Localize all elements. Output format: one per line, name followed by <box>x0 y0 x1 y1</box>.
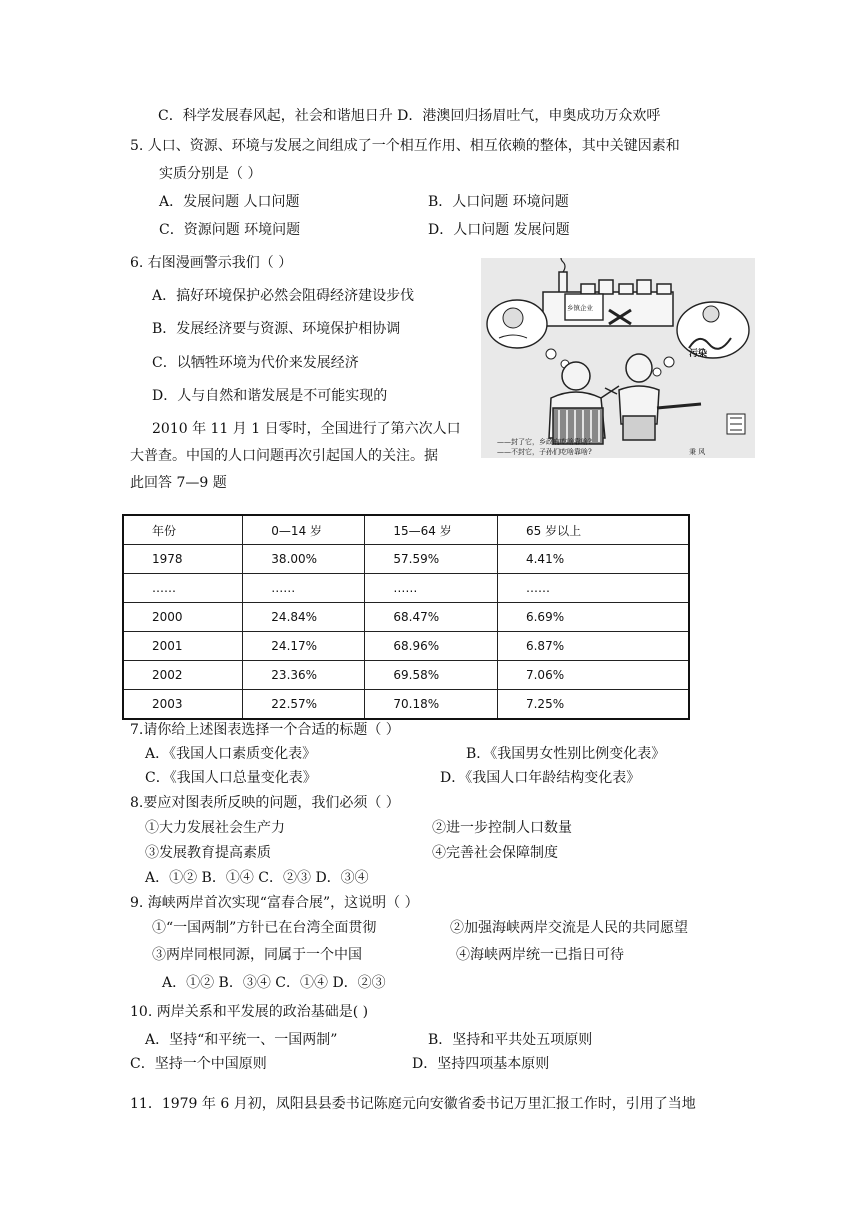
q6-option-d: D．人与自然和谐发展是不可能实现的 <box>152 388 388 404</box>
table-header-cell: 0—14 岁 <box>243 515 365 545</box>
table-cell: 2000 <box>123 603 243 632</box>
q8-choice-2: ②进一步控制人口数量 <box>432 820 572 836</box>
table-cell: 6.69% <box>497 603 689 632</box>
table-cell: 22.57% <box>243 690 365 720</box>
cartoon-author: 秉 风 <box>689 448 706 456</box>
q9-options: A．①② B．③④ C．①④ D．②③ <box>162 975 386 991</box>
q6-option-c: C．以牺牲环境为代价来发展经济 <box>152 355 359 371</box>
table-cell: 38.00% <box>243 545 365 574</box>
table-row <box>123 545 689 574</box>
q5-option-d: D．人口问题 发展问题 <box>428 222 570 238</box>
q8-choice-4: ④完善社会保障制度 <box>432 845 558 861</box>
table-cell: 6.87% <box>497 632 689 661</box>
table-cell: 69.58% <box>365 661 498 690</box>
table-cell: …… <box>497 574 689 603</box>
q9-choice-2: ②加强海峡两岸交流是人民的共同愿望 <box>450 920 688 936</box>
table-header-cell: 65 岁以上 <box>497 515 689 545</box>
q5-option-a: A．发展问题 人口问题 <box>159 194 300 210</box>
table-cell: 7.06% <box>497 661 689 690</box>
cartoon-pollution-label: 污染 <box>689 349 708 359</box>
table-cell: …… <box>365 574 498 603</box>
q4-options-c-d: C．科学发展春风起，社会和谐旭日升 D．港澳回归扬眉吐气，申奥成功万众欢呼 <box>158 108 661 124</box>
passage-line1: 2010 年 11 月 1 日零时，全国进行了第六次人口 <box>152 421 461 437</box>
passage-line3: 此回答 7—9 题 <box>130 475 227 491</box>
q8-stem: 8.要应对图表所反映的问题，我们必须（ ） <box>130 795 400 811</box>
table-cell: 68.96% <box>365 632 498 661</box>
q7-option-a: A．《我国人口素质变化表》 <box>145 746 317 762</box>
table-row <box>123 632 689 661</box>
q8-options: A．①② B．①④ C．②③ D．③④ <box>145 870 369 886</box>
q5-stem-line1: 5. 人口、资源、环境与发展之间组成了一个相互作用、相互依赖的整体，其中关键因素和 <box>130 138 680 154</box>
table-header-cell: 15—64 岁 <box>365 515 498 545</box>
environment-cartoon <box>481 258 755 458</box>
table-cell: 1978 <box>123 545 243 574</box>
table-cell: …… <box>243 574 365 603</box>
cartoon-caption-1: ——封了它，乡政府吃啥靠啥? <box>497 438 592 446</box>
table-cell: 57.59% <box>365 545 498 574</box>
q7-stem: 7.请你给上述图表选择一个合适的标题（ ） <box>130 722 400 738</box>
table-cell: 68.47% <box>365 603 498 632</box>
table-cell: 7.25% <box>497 690 689 720</box>
table-cell: 23.36% <box>243 661 365 690</box>
q9-choice-4: ④海峡两岸统一已指日可待 <box>456 947 624 963</box>
table-cell: 2002 <box>123 661 243 690</box>
cartoon-caption-2: ——不封它，子孙们吃啥靠啥? <box>497 448 592 456</box>
q7-option-d: D．《我国人口年龄结构变化表》 <box>440 770 641 786</box>
q9-choice-3: ③两岸同根同源，同属于一个中国 <box>152 947 362 963</box>
table-row <box>123 661 689 690</box>
q8-choice-1: ①大力发展社会生产力 <box>145 820 285 836</box>
table-cell: 24.17% <box>243 632 365 661</box>
q9-stem: 9. 海峡两岸首次实现“富春合展”，这说明（ ） <box>130 895 419 911</box>
q6-option-b: B．发展经济要与资源、环境保护相协调 <box>152 321 401 337</box>
table-cell: 4.41% <box>497 545 689 574</box>
q10-option-c: C．坚持一个中国原则 <box>130 1056 267 1072</box>
q5-stem-line2: 实质分别是（ ） <box>159 166 262 182</box>
q10-option-a: A．坚持“和平统一、一国两制” <box>145 1032 338 1048</box>
table-row <box>123 603 689 632</box>
q6-option-a: A．搞好环境保护必然会阻碍经济建设步伐 <box>152 288 415 304</box>
q11-stem: 11．1979 年 6 月初，凤阳县县委书记陈庭元向安徽省委书记万里汇报工作时，引用了当地 <box>130 1096 696 1112</box>
q10-stem: 10. 两岸关系和平发展的政治基础是( ) <box>130 1004 369 1020</box>
cartoon-sign-text: 乡镇企业 <box>567 304 593 312</box>
table-cell: …… <box>123 574 243 603</box>
q5-option-c: C．资源问题 环境问题 <box>159 222 301 238</box>
q10-option-b: B．坚持和平共处五项原则 <box>428 1032 593 1048</box>
table-cell: 24.84% <box>243 603 365 632</box>
table-header-cell: 年份 <box>123 515 243 545</box>
population-age-table <box>122 514 690 720</box>
passage-line2: 大普查。中国的人口问题再次引起国人的关注。据 <box>130 448 438 464</box>
table-row <box>123 574 689 603</box>
q5-option-b: B．人口问题 环境问题 <box>428 194 569 210</box>
q10-option-d: D．坚持四项基本原则 <box>412 1056 550 1072</box>
table-header-row <box>123 515 689 545</box>
q7-option-c: C．《我国人口总量变化表》 <box>145 770 317 786</box>
table-cell: 70.18% <box>365 690 498 720</box>
q8-choice-3: ③发展教育提高素质 <box>145 845 271 861</box>
q9-choice-1: ①“一国两制”方针已在台湾全面贯彻 <box>152 920 377 936</box>
table-cell: 2003 <box>123 690 243 720</box>
table-row <box>123 690 689 720</box>
q6-stem: 6. 右图漫画警示我们（ ） <box>130 255 293 271</box>
q7-option-b: B．《我国男女性别比例变化表》 <box>466 746 666 762</box>
table-cell: 2001 <box>123 632 243 661</box>
